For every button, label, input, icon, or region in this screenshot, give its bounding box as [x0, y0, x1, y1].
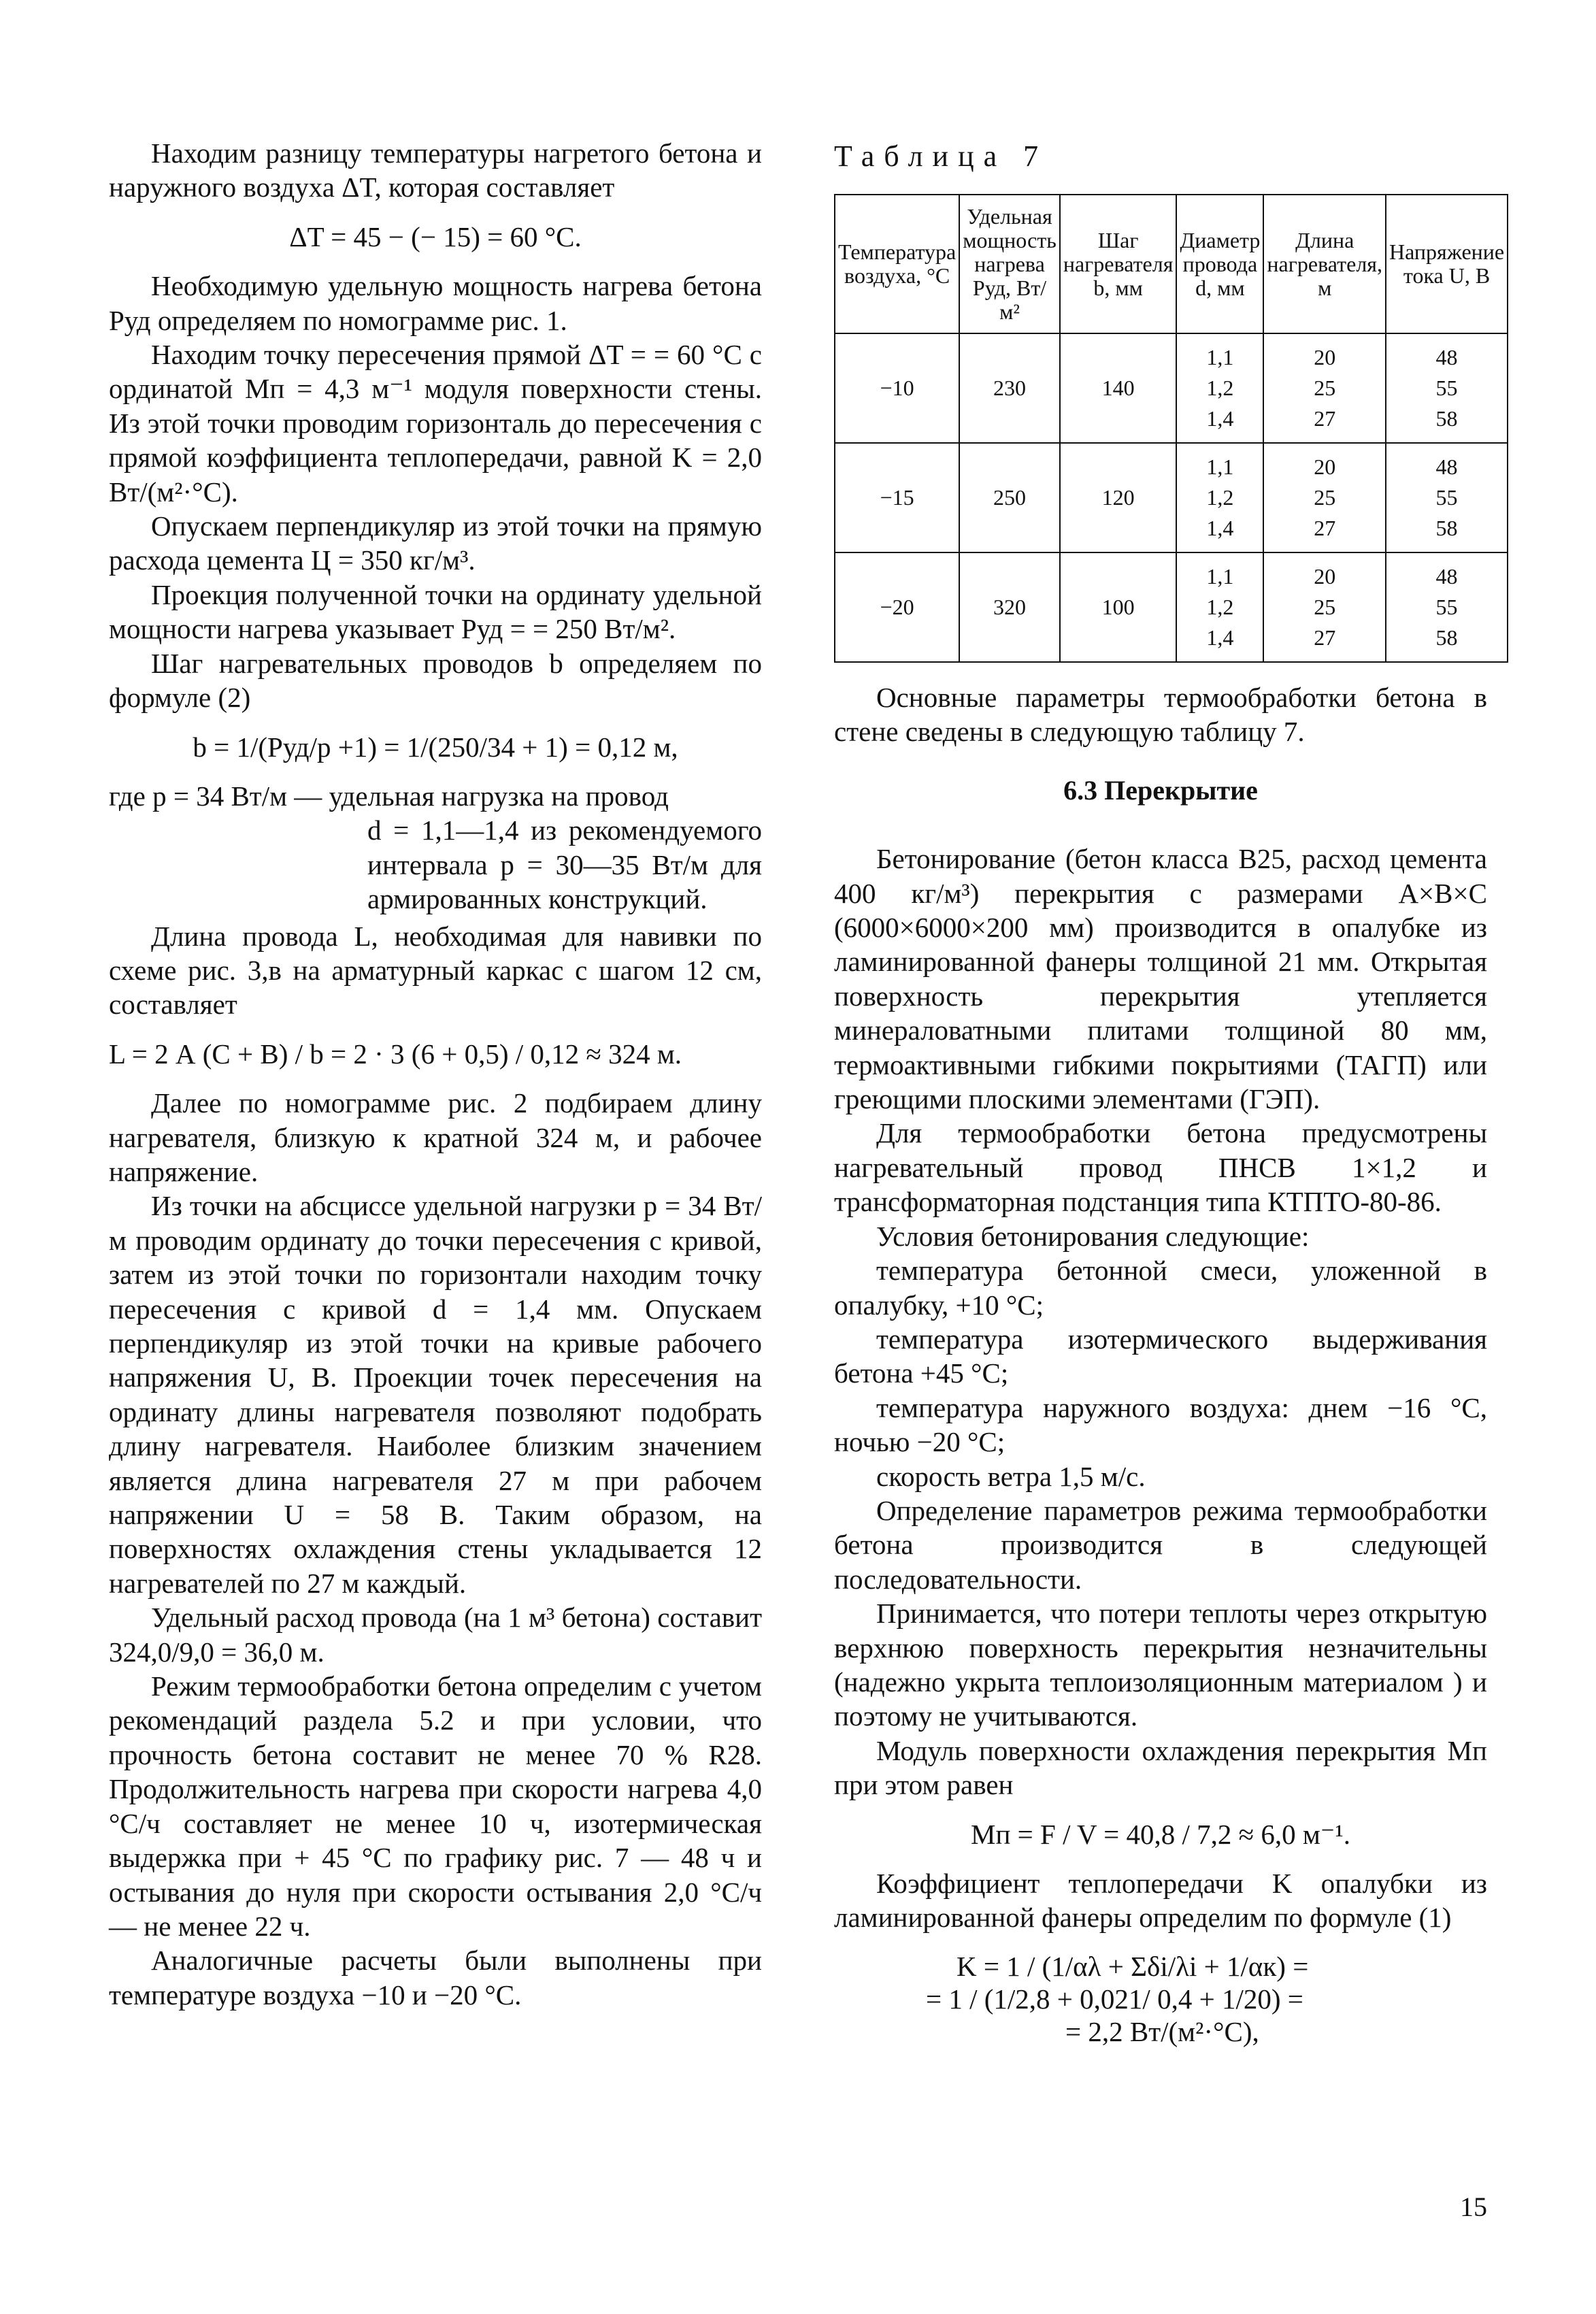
cell-length: [1263, 443, 1386, 552]
cell-diameter: [1176, 333, 1263, 443]
cell-voltage: [1386, 443, 1508, 552]
where-rest-text: d = 1,1—1,4 из рекомендуемого интервала p = 30—35 Вт/м для армированных конструкций.: [367, 814, 762, 915]
paragraph: скорость ветра 1,5 м/с.: [876, 1460, 1146, 1492]
value: 20: [1314, 454, 1336, 479]
paragraph: Для термообработки бетона предусмотрены нагревательный провод ПНСВ 1×1,2 и трансформаторная подстанция типа КТПТО-80-86.: [834, 1117, 1487, 1218]
cell-voltage: [1386, 333, 1508, 443]
right-column: [834, 680, 1487, 2048]
paragraph: Принимается, что потери теплоты через открытую верхнюю поверхность перекрытия незначительны (надежно укрыта теплоизоляционным материалом ) и поэтому не учитываются.: [834, 1598, 1487, 1732]
value: 1,4: [1206, 516, 1234, 540]
paragraph: Длина провода L, необходимая для навивки по схеме рис. 3,в на арматурный каркас с шагом 12 см, составляет: [109, 920, 762, 1021]
paragraph: Модуль поверхности охлаждения перекрытия Mп при этом равен: [834, 1734, 1487, 1801]
paragraph: Бетонирование (бетон класса В25, расход цемента 400 кг/м³) перекрытия с размерами А×В×С (6000×6000×200 мм) производится в опалубке из ламинированной фанеры толщиной 21 мм. Открытая поверхность перекрытия утепляется минераловатными плитами толщиной 80 мм, термоактивными гибкими покрытиями (ТАГП) или греющими плоскими элементами (ГЭП).: [834, 843, 1487, 1115]
value: 1,4: [1206, 406, 1234, 431]
formula-delta-t: ΔT = 45 − (− 15) = 60 °С.: [289, 220, 582, 252]
table-row: [835, 333, 1508, 443]
header-diameter: Диаметр провода d, мм: [1176, 195, 1263, 333]
paragraph: Основные параметры термообработки бетона в стене сведены в следующую таблицу 7.: [834, 682, 1487, 748]
parameters-table: [834, 194, 1508, 663]
value: 25: [1314, 376, 1336, 400]
value: 58: [1435, 625, 1458, 650]
value: 1,1: [1206, 345, 1234, 369]
cell-diameter: [1176, 443, 1263, 552]
paragraph: Опускаем перпендикуляр из этой точки на прямую расхода цемента Ц = 350 кг/м³.: [109, 510, 762, 576]
table-caption: Таблица 7: [834, 139, 1048, 173]
paragraph: Проекция полученной точки на ординату удельной мощности нагрева указывает Pуд = = 250 Вт/м².: [109, 578, 762, 645]
header-length: Длина нагревателя, м: [1263, 195, 1386, 333]
value: 27: [1314, 406, 1336, 431]
value: 48: [1435, 564, 1458, 589]
paragraph: Находим точку пересечения прямой ΔT = = 60 °С с ординатой Mп = 4,3 м⁻¹ модуля поверхности стены. Из этой точки проводим горизонталь до пересечения с прямой коэффициента теплопередачи, равной K = 2,0 Вт/(м²·°С).: [109, 339, 762, 508]
header-voltage: Напряжение тока U, В: [1386, 195, 1508, 333]
paragraph: Удельный расход провода (на 1 м³ бетона) составит 324,0/9,0 = 36,0 м.: [109, 1602, 762, 1668]
value: 20: [1314, 564, 1336, 589]
paragraph: температура наружного воздуха: днем −16 °С, ночью −20 °С;: [834, 1391, 1487, 1458]
value: 1,1: [1206, 454, 1234, 479]
paragraph: Находим разницу температуры нагретого бетона и наружного воздуха ΔT, которая составляет: [109, 137, 762, 203]
value: 55: [1435, 376, 1458, 400]
paragraph: Необходимую удельную мощность нагрева бетона Pуд определяем по номограмме рис. 1.: [109, 270, 762, 336]
header-power: Удельная мощность нагрева Pуд, Вт/м²: [959, 195, 1060, 333]
value: 1,2: [1206, 376, 1234, 400]
cell-length: [1263, 333, 1386, 443]
formula-heat-transfer: [834, 1950, 1487, 2048]
cell-voltage: [1386, 552, 1508, 662]
section-title: 6.3 Перекрытие: [1063, 774, 1258, 806]
value: 25: [1314, 485, 1336, 510]
table-row: [835, 443, 1508, 552]
value: 55: [1435, 595, 1458, 619]
paragraph: Аналогичные расчеты были выполнены при температуре воздуха −10 и −20 °С.: [109, 1945, 762, 2011]
value: 1,4: [1206, 625, 1234, 650]
formula-line: = 2,2 Вт/(м²·°С),: [1065, 2015, 1259, 2047]
cell-temperature: −10: [835, 333, 959, 443]
paragraph: Определение параметров режима термообработки бетона производится в следующей последовательности.: [834, 1494, 1487, 1595]
left-column: [109, 136, 762, 2012]
page-number: 15: [1460, 2192, 1487, 2222]
formula-line: = 1 / (1/2,8 + 0,021/ 0,4 + 1/20) =: [926, 1983, 1303, 2015]
table-header-row: [835, 195, 1508, 333]
value: 48: [1435, 454, 1458, 479]
value: 1,1: [1206, 564, 1234, 589]
cell-temperature: −15: [835, 443, 959, 552]
where-first-line: где p = 34 Вт/м — удельная нагрузка на провод: [109, 780, 669, 812]
value: 27: [1314, 625, 1336, 650]
value: 58: [1435, 516, 1458, 540]
value: 27: [1314, 516, 1336, 540]
paragraph: Коэффициент теплопередачи K опалубки из ламинированной фанеры определим по формуле (1): [834, 1868, 1487, 1934]
where-explanation: [109, 779, 762, 916]
formula-step: b = 1/(Pуд/p +1) = 1/(250/34 + 1) = 0,12 м,: [193, 731, 678, 763]
formula-length: L = 2 А (С + В) / b = 2 · 3 (6 + 0,5) / 0,12 ≈ 324 м.: [109, 1038, 682, 1070]
header-temperature: Температура воздуха, °С: [835, 195, 959, 333]
paragraph: Шаг нагревательных проводов b определяем по формуле (2): [109, 647, 762, 714]
paragraph: Режим термообработки бетона определим с учетом рекомендаций раздела 5.2 и при условии, что прочность бетона составит не менее 70 % R28. Продолжительность нагрева при скорости нагрева 4,0 °С/ч составляет не менее 10 ч, изотермическая выдержка при + 45 °С по графику рис. 7 — 48 ч и остывания до нуля при скорости остывания 2,0 °С/ч — не менее 22 ч.: [109, 1670, 762, 1942]
cell-step: 140: [1060, 333, 1177, 443]
cell-step: 100: [1060, 552, 1177, 662]
cell-power: 250: [959, 443, 1060, 552]
cell-power: 230: [959, 333, 1060, 443]
value: 1,2: [1206, 485, 1234, 510]
paragraph: температура изотермического выдерживания бетона +45 °С;: [834, 1323, 1487, 1389]
cell-power: 320: [959, 552, 1060, 662]
cell-length: [1263, 552, 1386, 662]
formula-line: K = 1 / (1/αλ + Σδi/λi + 1/αк) =: [957, 1950, 1309, 1982]
value: 58: [1435, 406, 1458, 431]
value: 25: [1314, 595, 1336, 619]
value: 20: [1314, 345, 1336, 369]
paragraph: Условия бетонирования следующие:: [876, 1220, 1310, 1252]
cell-temperature: −20: [835, 552, 959, 662]
value: 48: [1435, 345, 1458, 369]
formula-surface-modulus: Mп = F / V = 40,8 / 7,2 ≈ 6,0 м⁻¹.: [971, 1818, 1350, 1850]
paragraph: температура бетонной смеси, уложенной в опалубку, +10 °С;: [834, 1255, 1487, 1321]
cell-diameter: [1176, 552, 1263, 662]
value: 1,2: [1206, 595, 1234, 619]
value: 55: [1435, 485, 1458, 510]
cell-step: 120: [1060, 443, 1177, 552]
table-row: [835, 552, 1508, 662]
header-step: Шаг нагревателя b, мм: [1060, 195, 1177, 333]
paragraph: Из точки на абсциссе удельной нагрузки p = 34 Вт/м проводим ординату до точки пересечения с кривой, затем из этой точки по горизонтали находим точку пересечения с кривой d = 1,4 мм. Опускаем перпендикуляр из этой точки на кривые рабочего напряжения U, В. Проекции точек пересечения на ординату длины нагревателя позволяют подобрать длину нагревателя. Наиболее близким значением является длина нагревателя 27 м при рабочем напряжении U = 58 В. Таким образом, на поверхностях охлаждения стены укладывается 12 нагревателей по 27 м каждый.: [109, 1190, 762, 1599]
paragraph: Далее по номограмме рис. 2 подбираем длину нагревателя, близкую к кратной 324 м, и рабочее напряжение.: [109, 1087, 762, 1187]
